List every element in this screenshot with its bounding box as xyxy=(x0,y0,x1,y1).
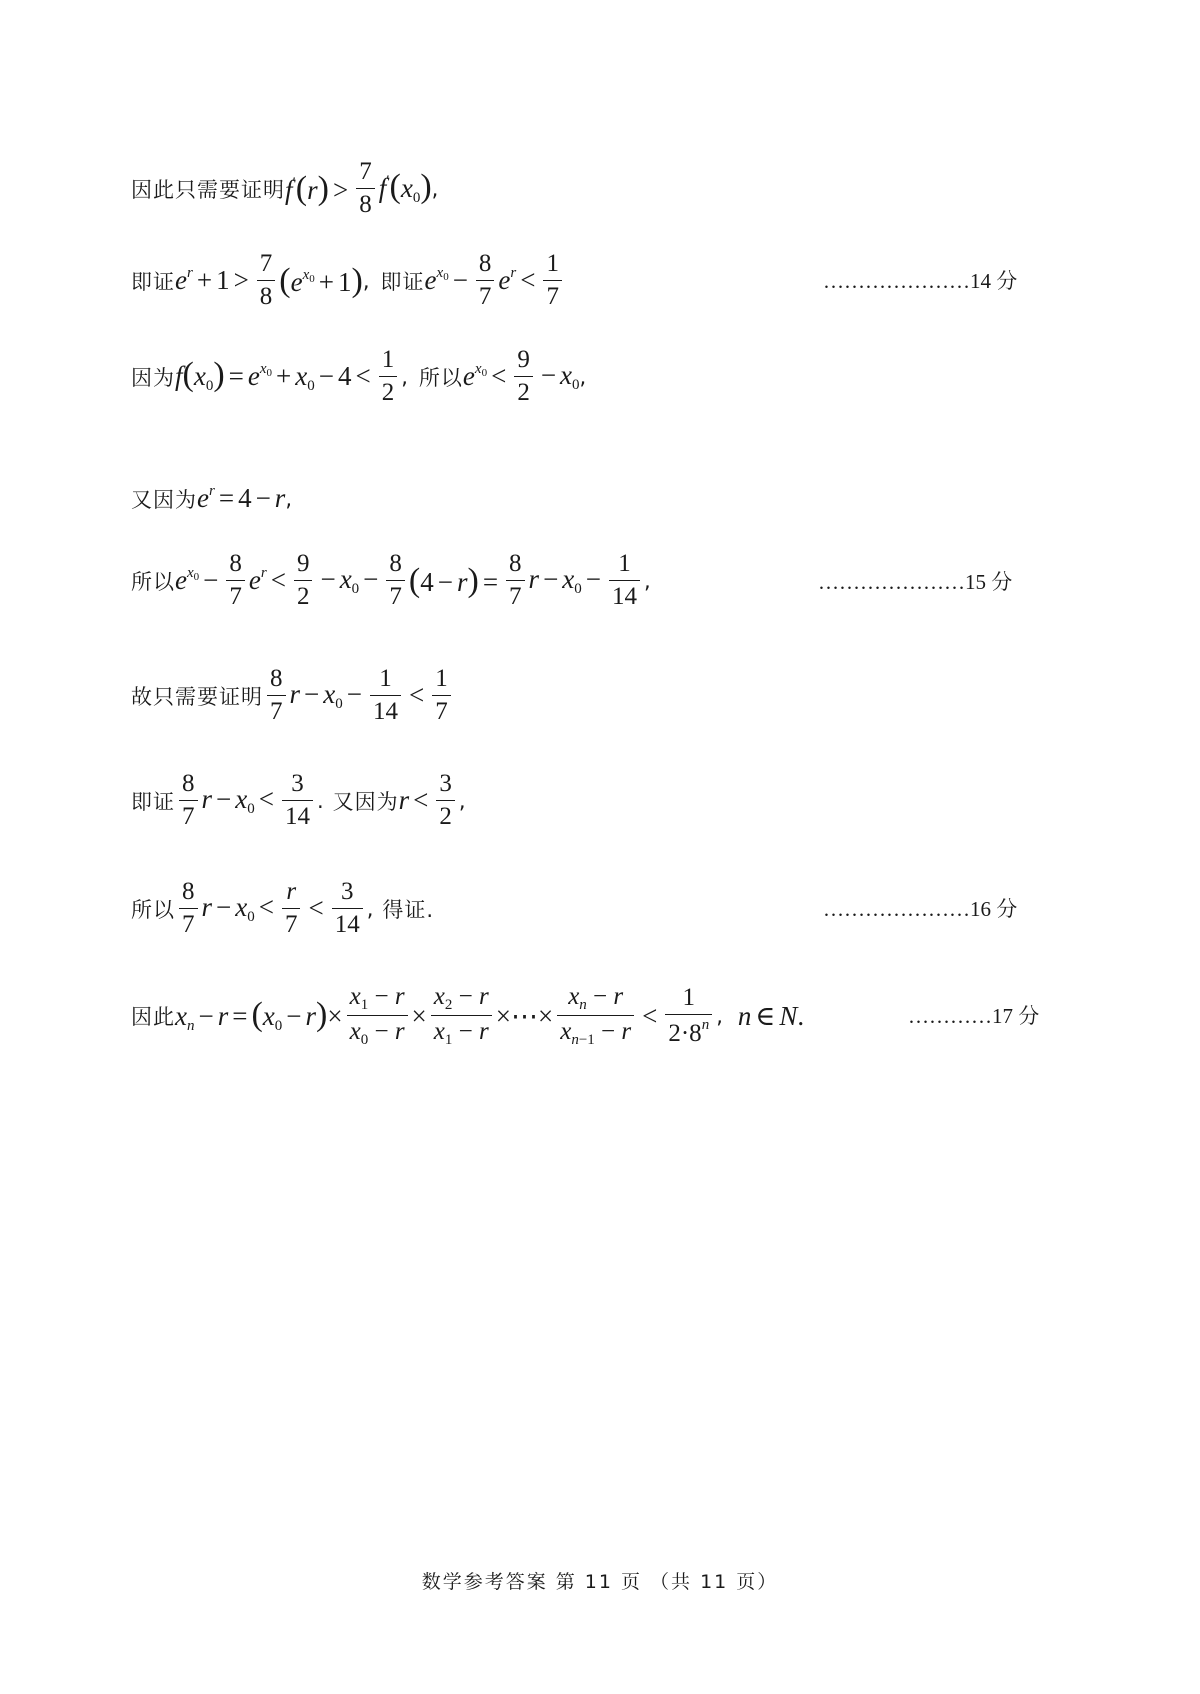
math-expression: $r - x_0$ − xyxy=(528,563,602,597)
proof-line-6 xyxy=(131,665,455,727)
score-marker: …………………14 分 xyxy=(823,269,1018,293)
line-text: 因此 xyxy=(131,1005,175,1030)
fraction: $\frac{8}{7}$ xyxy=(267,665,286,727)
math-expression: < xyxy=(408,680,425,711)
math-expression: < xyxy=(308,893,324,924)
proof-line-1: 因此只需要证明 f′(r) > $\frac{7}{8}$ $f'(x_0)$ , xyxy=(131,158,440,218)
proof-line-4: 又因为 $e^r = 4 - r$ , xyxy=(131,483,293,513)
fraction: $\frac{8}{7}$ xyxy=(179,770,198,832)
fraction: $\frac{1}{2}$ xyxy=(379,346,398,408)
fraction: $\frac{9}{2}$ xyxy=(294,550,313,612)
math-expression: $f'(x_0)$ xyxy=(378,168,432,207)
proof-line-5: 所以 $e^{x_0}$ − $\frac{8}{7}$ $e^r$ < $\frac{9}{2}$ − $x_0$ − $\frac{8}{7}$ (4 − r) = $\frac{8}{7}$ $r - x_0$ − $\frac{1}{14}$ , xyxy=(131,550,652,610)
line-text: 所以 xyxy=(418,365,463,390)
line-text: 得证. xyxy=(382,897,435,922)
line-text: 所以 xyxy=(131,897,175,922)
line-text: 故只需要证明 xyxy=(131,684,263,709)
math-expression: $r - x_0$ − xyxy=(289,678,362,712)
score-marker: …………………15 分 xyxy=(818,570,1013,594)
math-expression: $e^r = 4 - r$ xyxy=(197,483,286,513)
fraction: $\frac{8}{7}$ xyxy=(506,550,525,612)
fraction: $\frac{1}{14}$ xyxy=(609,550,640,612)
score-marker: …………………16 分 xyxy=(823,897,1018,921)
fraction: $\frac{3}{2}$ xyxy=(436,770,455,832)
fraction: $\frac{3}{14}$ xyxy=(332,878,363,940)
fraction: $\frac{8}{7}$ xyxy=(386,550,405,612)
fraction: $\frac{x_1 - r}{x_0 - r}$ xyxy=(347,983,408,1050)
fraction: $\frac{1}{14}$ xyxy=(370,665,401,727)
line-text: 因此只需要证明 xyxy=(131,177,285,202)
fraction: $\frac{7}{8}$ xyxy=(356,158,375,220)
fraction: $\frac{9}{2}$ xyxy=(514,346,533,408)
score-marker: …………17 分 xyxy=(908,1004,1040,1028)
math-expression: $r - x_0$ < xyxy=(201,891,274,925)
proof-line-3: 因为 $f(x_0) = e^{x_0} + x_0 - 4$ < $\frac{1}{2}$ , 所以 $e^{x_0}$ < $\frac{9}{2}$ − $x_0$ , xyxy=(131,346,588,406)
math-expression: r < xyxy=(398,785,429,816)
math-expression: $f(x_0) = e^{x_0} + x_0 - 4$ < xyxy=(175,356,371,395)
math-expression: $r - x_0$ < xyxy=(201,783,274,817)
math-expression: f′(r) > xyxy=(285,169,349,207)
proof-line-9: 因此 $x_n - r = (x_0 - r)\times$ $\frac{x_1 - r}{x_0 - r}$ × $\frac{x_2 - r}{x_1 - r}$ ×⋯× $\frac{x_n - r}{x_{n-1} - r}$ < $\frac{1}{2\cdot 8^n}$ , n ∈ N. xyxy=(131,983,805,1049)
math-expression: $e^{x_0}$ − xyxy=(424,265,468,296)
line-text: 又因为 xyxy=(332,789,399,814)
line-text: 即证 xyxy=(131,269,175,294)
proof-line-2: 即证 $e^r + 1$ > $\frac{7}{8}$ $(e^{x_0} + 1)$ , 即证 $e^{x_0}$ − $\frac{8}{7}$ $e^r$ < $\frac{1}{7}$ xyxy=(131,250,566,312)
fraction: $\frac{x_n - r}{x_{n-1} - r}$ xyxy=(557,983,634,1050)
math-expression: − $x_0$ xyxy=(540,359,580,393)
line-text: 所以 xyxy=(131,569,175,594)
math-expression: (4 − r) = xyxy=(408,561,499,599)
fraction: $\frac{r}{7}$ xyxy=(282,878,301,940)
math-expression: $e^{x_0}$ < xyxy=(462,361,507,392)
fraction: $\frac{1}{7}$ xyxy=(543,250,562,312)
fraction: $\frac{7}{8}$ xyxy=(257,250,276,312)
math-expression: $e^r$ < xyxy=(498,265,536,296)
fraction: $\frac{8}{7}$ xyxy=(476,250,495,312)
proof-line-7: 即证 $\frac{8}{7}$ $r - x_0$ < $\frac{3}{14}$ . 又因为 r < $\frac{3}{2}$ , xyxy=(131,770,467,830)
math-expression: n ∈ N. xyxy=(737,1000,805,1031)
math-expression: − $x_0$ − xyxy=(320,563,379,597)
fraction: $\frac{1}{2\cdot 8^n}$ xyxy=(665,984,712,1049)
line-text: 即证 xyxy=(380,269,425,294)
math-expression: $x_n - r = (x_0 - r)\times$ xyxy=(175,995,343,1034)
line-text: 即证 xyxy=(131,789,175,814)
page-footer: 数学参考答案 第 11 页 （共 11 页） xyxy=(421,1571,779,1593)
math-expression: $e^r$ < xyxy=(248,565,286,596)
fraction: $\frac{1}{7}$ xyxy=(432,665,451,727)
fraction: $\frac{8}{7}$ xyxy=(226,550,245,612)
math-expression: $(e^{x_0} + 1)$ xyxy=(279,261,363,299)
math-expression: $e^r + 1$ > xyxy=(175,265,249,296)
fraction: $\frac{8}{7}$ xyxy=(179,878,198,940)
fraction: $\frac{3}{14}$ xyxy=(282,770,313,832)
fraction: $\frac{x_2 - r}{x_1 - r}$ xyxy=(431,983,492,1050)
proof-line-8: 所以 $\frac{8}{7}$ $r - x_0$ < $\frac{r}{7}$ < $\frac{3}{14}$ , 得证. xyxy=(131,878,435,938)
line-text: 因为 xyxy=(131,365,175,390)
math-expression: $e^{x_0}$ − xyxy=(175,565,219,596)
line-text: 又因为 xyxy=(131,487,197,512)
